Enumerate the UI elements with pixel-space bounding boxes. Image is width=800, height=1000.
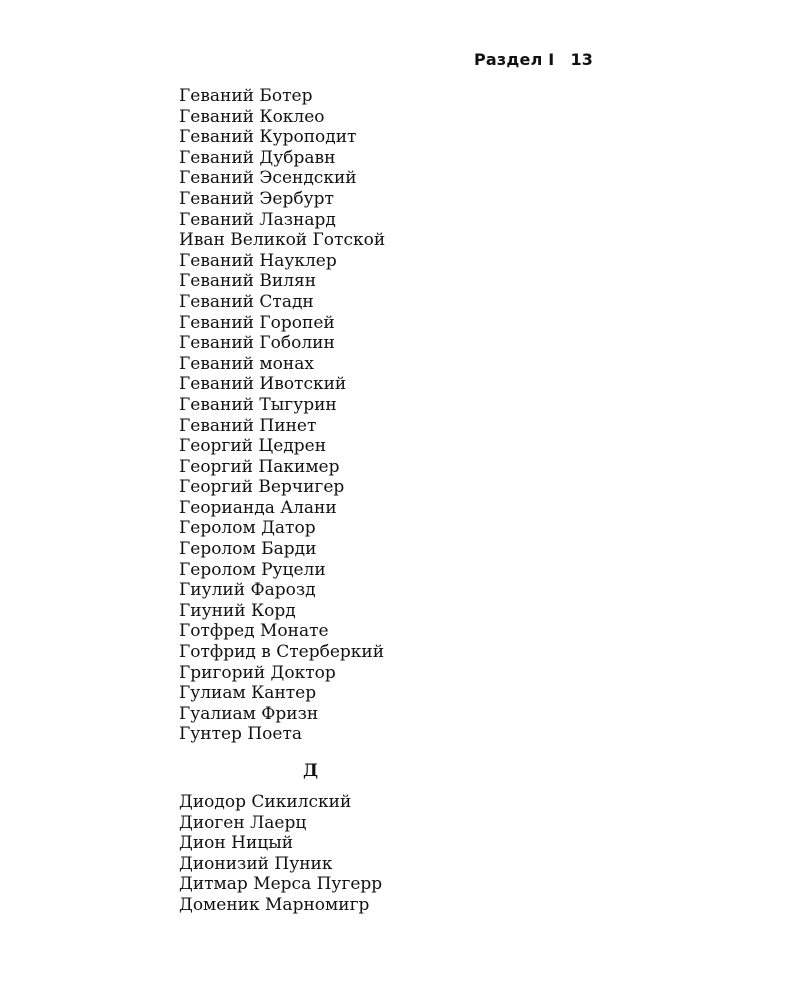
list-item: Георгий Верчигер	[179, 477, 345, 498]
list-item: Доменик Марномигр	[179, 894, 370, 915]
list-item: Георгий Цедрен	[179, 436, 327, 457]
list-item: Гиулий Фарозд	[179, 580, 316, 601]
list-item: Дитмар Мерса Пугерр	[179, 874, 383, 895]
section-label: Раздел I	[474, 50, 555, 69]
list-item: Геваний Лазнард	[179, 209, 336, 230]
list-item: Геваний Стадн	[179, 291, 314, 312]
list-item: Гулиам Кантер	[179, 683, 317, 704]
list-item: Геваний Куроподит	[179, 127, 357, 148]
list-item: Геваний Ивотский	[179, 374, 347, 395]
list-item: Дион Ницый	[179, 833, 294, 854]
list-item: Геролом Датор	[179, 518, 316, 539]
list-item: Готфред Монате	[179, 621, 329, 642]
list-item: Геваний Тыгурин	[179, 394, 337, 415]
list-item: Геваний Ботер	[179, 86, 313, 106]
list-item: Геролом Барди	[179, 539, 317, 560]
list-item: Иван Великой Готской	[179, 230, 386, 251]
list-item: Геваний Науклер	[179, 250, 337, 271]
running-head	[474, 50, 593, 69]
list-item: Гиуний Корд	[179, 600, 296, 621]
list-item: Геваний Эербурт	[179, 188, 334, 209]
letter-heading-d: Д	[303, 761, 319, 781]
list-item: Геваний Коклео	[179, 106, 325, 127]
list-item: Гунтер Поета	[179, 724, 303, 745]
page-number: 13	[570, 50, 594, 69]
list-item: Геваний Эсендский	[179, 168, 357, 189]
name-list-g	[179, 86, 385, 745]
list-item: Георианда Алани	[179, 497, 337, 518]
list-item: Григорий Доктор	[179, 662, 336, 683]
list-item: Геваний Вилян	[179, 271, 317, 292]
list-item: Диоген Лаерц	[179, 812, 307, 833]
list-item: Геваний Пинет	[179, 415, 317, 436]
list-item: Геваний Гоболин	[179, 333, 335, 354]
list-item: Гуалиам Фризн	[179, 703, 319, 724]
list-item: Геваний Дубравн	[179, 147, 336, 168]
name-list-d	[179, 792, 382, 916]
list-item: Готфрид в Стерберкий	[179, 642, 385, 663]
list-item: Геваний Горопей	[179, 312, 335, 333]
list-item: Геваний монах	[179, 353, 314, 374]
list-item: Диодор Сикилский	[179, 792, 352, 812]
list-item: Георгий Пакимер	[179, 456, 340, 477]
list-item: Дионизий Пуник	[179, 853, 333, 874]
list-item: Геролом Руцели	[179, 559, 326, 580]
